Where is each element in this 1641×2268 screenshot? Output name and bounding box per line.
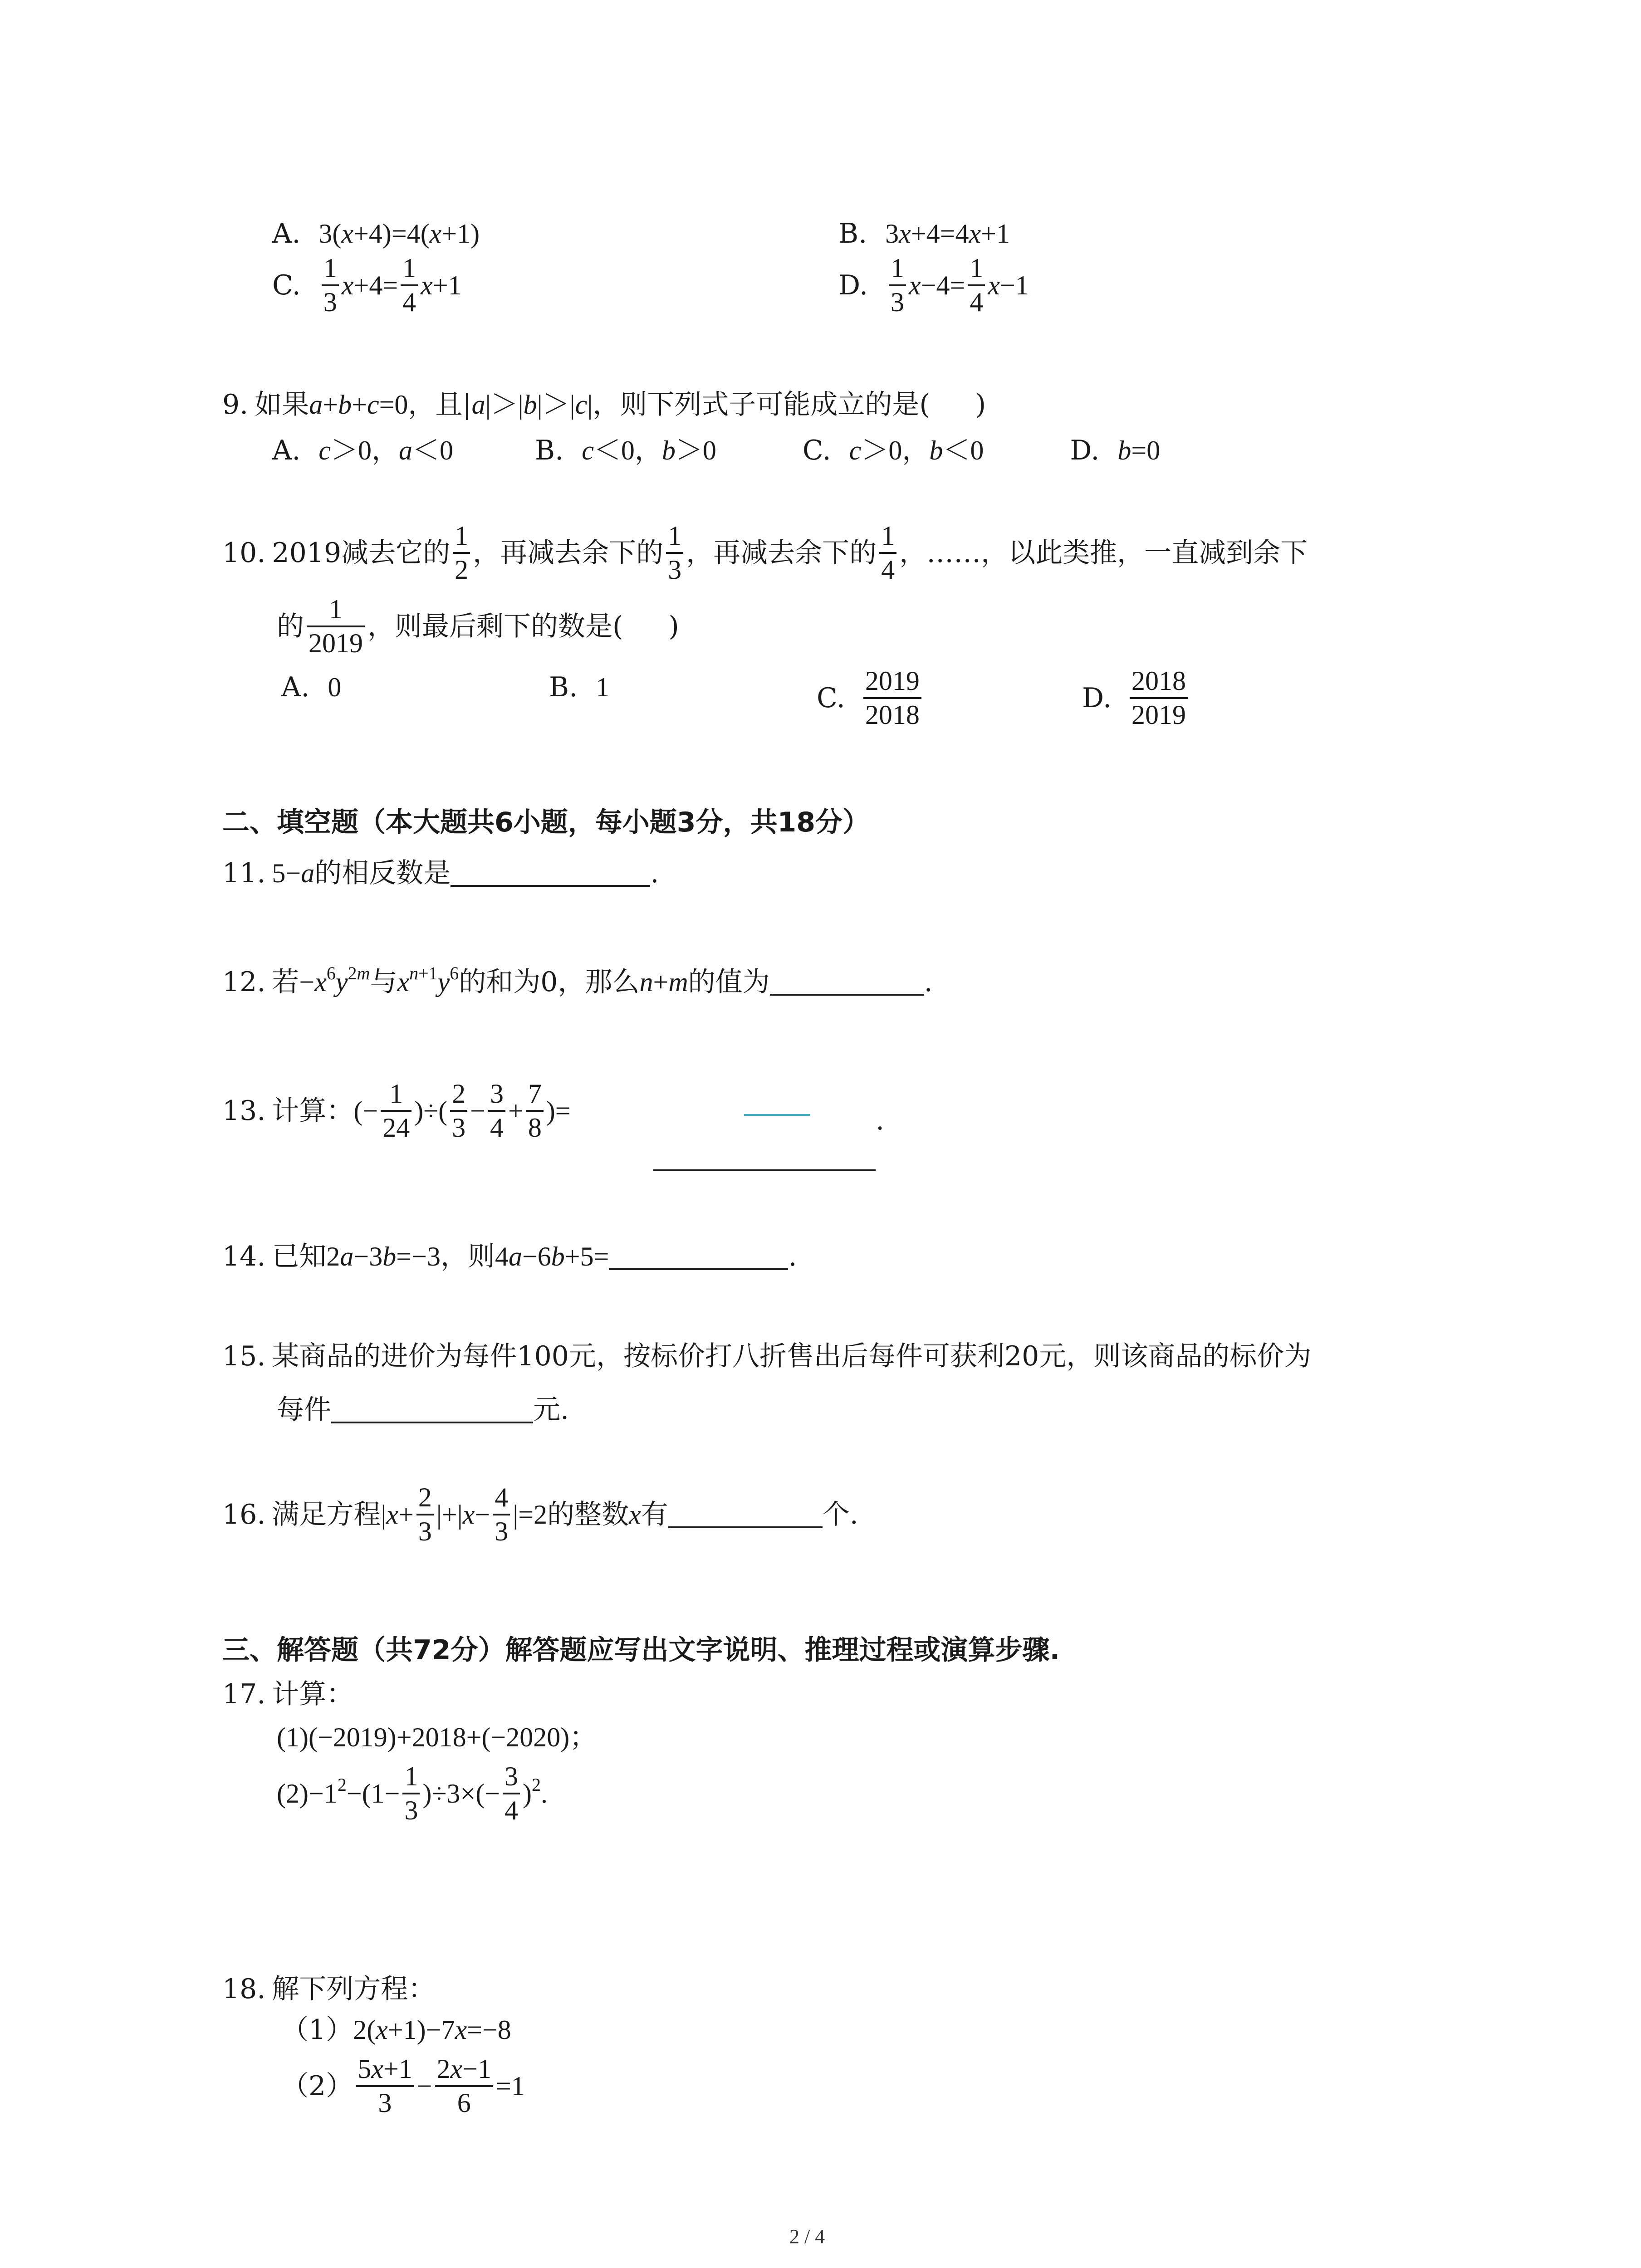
option-text: c＞0，a＜0 xyxy=(318,435,454,465)
q10-stem-line2 xyxy=(277,595,679,658)
stem-text: 的整数 xyxy=(547,1499,629,1530)
answer-blank[interactable] xyxy=(609,1243,788,1270)
math: $(2)-1^2-(1-$ xyxy=(277,1774,400,1809)
section2-title: 二、填空题（本大题共6小题，每小题3分，共18分） xyxy=(222,807,870,838)
option-text: 3x+4=4x+1 xyxy=(885,219,1010,249)
stem-text: ，且| xyxy=(408,389,472,420)
fraction: $\frac{1}{2019}$ xyxy=(307,595,365,658)
question-number: 10. xyxy=(222,537,266,569)
math: (− xyxy=(353,1096,378,1126)
stem-text: 的值为 xyxy=(688,966,770,998)
fraction: $\frac{1}{3}$ xyxy=(322,254,339,317)
q17-part1: (1)(−2019)+2018+(−2020)； xyxy=(277,1722,597,1752)
fraction: $\frac{1}{4}$ xyxy=(879,522,896,584)
option-label: D. xyxy=(838,269,868,301)
fraction: $\frac{2}{3}$ xyxy=(450,1080,467,1142)
stem-text: 解下列方程： xyxy=(272,1973,436,2005)
q13 xyxy=(222,1080,571,1142)
fraction: $\frac{7}{8}$ xyxy=(526,1080,544,1142)
fraction: $\frac{2}{3}$ xyxy=(416,1483,434,1546)
answer-mark xyxy=(744,1114,810,1116)
stem-text: ，再减去余下的 xyxy=(686,537,877,569)
fraction: $\frac{1}{3}$ xyxy=(889,254,906,317)
q10-option-d xyxy=(1082,667,1190,729)
option-text: c＞0，b＜0 xyxy=(849,435,984,465)
math: |=2 xyxy=(513,1500,548,1530)
period: . xyxy=(788,1241,797,1272)
fraction: $\frac{1}{24}$ xyxy=(381,1080,411,1142)
answer-paren: ) xyxy=(975,389,986,420)
stem-text: 计算： xyxy=(272,1678,354,1710)
option-label: B. xyxy=(549,671,578,703)
fraction: $\frac{2018}{2019}$ xyxy=(1130,667,1188,729)
fraction: $\frac{3}{4}$ xyxy=(503,1762,520,1825)
stem-text: 计算： xyxy=(272,1095,354,1127)
option-text: 1 xyxy=(596,672,610,702)
fraction: $\frac{1}{2}$ xyxy=(453,522,470,584)
fraction: $\frac{1}{4}$ xyxy=(401,254,418,317)
math: + xyxy=(508,1096,524,1126)
q8-option-d xyxy=(838,254,1029,317)
option-text: $\frac{1}{3}$ x −4= $\frac{1}{4}$ x −1 xyxy=(886,254,1029,317)
answer-blank[interactable] xyxy=(770,968,924,996)
option-label: C. xyxy=(817,682,845,714)
period: . xyxy=(924,966,933,998)
answer-blank[interactable] xyxy=(331,1396,533,1423)
period: . xyxy=(650,857,659,889)
page-number: 2 / 4 xyxy=(789,2225,825,2248)
q8-option-b xyxy=(838,220,1010,247)
answer-blank[interactable] xyxy=(451,860,650,887)
option-text: 3(x+4)=4(x+1) xyxy=(318,219,480,249)
question-number: 17. xyxy=(222,1678,266,1710)
stem-text: 2019减去它的 xyxy=(272,537,451,569)
question-number: 11. xyxy=(222,857,266,889)
option-label: B. xyxy=(535,435,564,466)
math: )÷( xyxy=(414,1096,448,1126)
question-number: 16. xyxy=(222,1499,266,1530)
stem-text: 则下列式子可能成立的是( xyxy=(620,389,930,420)
option-label: A. xyxy=(281,671,310,703)
option-text: c＜0，b＞0 xyxy=(582,435,716,465)
math: a+b+c=0 xyxy=(309,390,408,420)
q15-line1 xyxy=(222,1340,1312,1372)
q10-option-b xyxy=(549,671,610,703)
math: 4a−6b+5= xyxy=(495,1242,609,1271)
math: − xyxy=(470,1096,485,1126)
stem-text: 与 xyxy=(370,966,397,998)
part-label: （2） xyxy=(281,2070,353,2102)
stem-text: 如果 xyxy=(255,389,309,420)
fraction: $\frac{1}{3}$ xyxy=(666,522,683,584)
math: a|＞|b|＞|c|， xyxy=(471,390,620,420)
stem-text: 已知 xyxy=(272,1241,327,1272)
answer-blank[interactable] xyxy=(668,1501,823,1528)
math: $x^{n+1}y^6$ xyxy=(397,963,459,997)
q10-option-c xyxy=(817,667,924,729)
q10-stem-line1 xyxy=(222,522,1308,584)
option-text: b=0 xyxy=(1117,435,1161,465)
option-label: D. xyxy=(1070,435,1100,466)
q8-option-c xyxy=(272,254,462,317)
stem-text: 某商品的进价为每件100元，按标价打八折售出后每件可获利20元，则该商品的标价为 xyxy=(272,1340,1312,1372)
stem-text: ，……，以此类推，一直减到余下 xyxy=(899,537,1308,569)
q8-option-a xyxy=(272,220,480,247)
option-label: D. xyxy=(1082,682,1112,714)
stem-text: 的和为0，那么 xyxy=(459,966,640,998)
math: )$^2$. xyxy=(523,1774,548,1809)
fraction: $\frac{5x+1}{3}$ xyxy=(356,2055,414,2117)
q9-stem xyxy=(222,391,986,418)
math: |x+ xyxy=(381,1500,414,1530)
q9-options xyxy=(272,437,1160,464)
stem-text: 满足方程 xyxy=(272,1499,381,1530)
math: 5−a xyxy=(272,858,315,888)
fraction: $\frac{2019}{2018}$ xyxy=(863,667,921,729)
q18-title xyxy=(222,1975,435,2003)
stem-text: 每件 xyxy=(277,1394,331,1426)
part-label: （1） xyxy=(281,2014,353,2046)
q15-line2 xyxy=(277,1394,569,1426)
answer-blank[interactable] xyxy=(653,1169,876,1171)
stem-text: ，则最后剩下的数是( xyxy=(367,611,623,642)
math: =1 xyxy=(496,2071,525,2101)
math: $-x^6y^{2m}$ xyxy=(299,963,370,997)
option-label: C. xyxy=(272,269,301,301)
question-number: 9. xyxy=(222,389,249,420)
question-number: 14. xyxy=(222,1241,266,1272)
stem-text: 个. xyxy=(822,1499,858,1530)
question-number: 18. xyxy=(222,1973,266,2005)
stem-text: 若 xyxy=(272,966,299,998)
question-number: 15. xyxy=(222,1340,266,1372)
q11 xyxy=(222,857,659,889)
option-label: C. xyxy=(802,435,831,466)
fraction: $\frac{1}{3}$ xyxy=(402,1762,420,1825)
option-text: $\frac{1}{3}$ x +4= $\frac{1}{4}$ x +1 xyxy=(319,254,462,317)
fraction: $\frac{2x-1}{6}$ xyxy=(435,2055,493,2117)
math: 2a−3b=−3 xyxy=(326,1242,441,1271)
q18-part2 xyxy=(281,2055,525,2117)
q10-options xyxy=(281,671,342,703)
q17-part2 xyxy=(277,1762,548,1825)
math: n+m xyxy=(639,967,688,997)
q12 xyxy=(222,963,933,998)
option-label: B. xyxy=(838,218,867,249)
fraction: $\frac{4}{3}$ xyxy=(493,1483,510,1546)
stem-text: 有 xyxy=(641,1499,668,1530)
question-number: 13. xyxy=(222,1095,266,1127)
stem-text: 元. xyxy=(533,1394,569,1426)
math: − xyxy=(416,2071,432,2101)
stem-text: ，则 xyxy=(440,1241,495,1272)
option-label: A. xyxy=(272,435,301,466)
section3-title: 三、解答题（共72分）解答题应写出文字说明、推理过程或演算步骤. xyxy=(222,1634,1060,1666)
stem-text: 的相反数是 xyxy=(314,857,451,889)
q18-part1 xyxy=(281,2014,511,2046)
q14 xyxy=(222,1243,797,1270)
stem-text: 的 xyxy=(277,611,304,642)
fraction: $\frac{1}{4}$ xyxy=(968,254,985,317)
answer-paren: ) xyxy=(668,611,679,642)
option-text: 0 xyxy=(328,672,342,702)
math: x xyxy=(629,1500,641,1530)
math: |+|x− xyxy=(436,1500,490,1530)
math: )= xyxy=(546,1096,571,1126)
period: . xyxy=(876,1105,885,1136)
q16 xyxy=(222,1483,858,1546)
question-number: 12. xyxy=(222,966,266,998)
math: )÷3×(− xyxy=(422,1779,500,1809)
fraction: $\frac{3}{4}$ xyxy=(488,1080,505,1142)
option-label: A. xyxy=(272,218,301,249)
q17-title xyxy=(222,1678,354,1710)
stem-text: ，再减去余下的 xyxy=(473,537,664,569)
math: 2(x+1)−7x=−8 xyxy=(353,2015,511,2045)
